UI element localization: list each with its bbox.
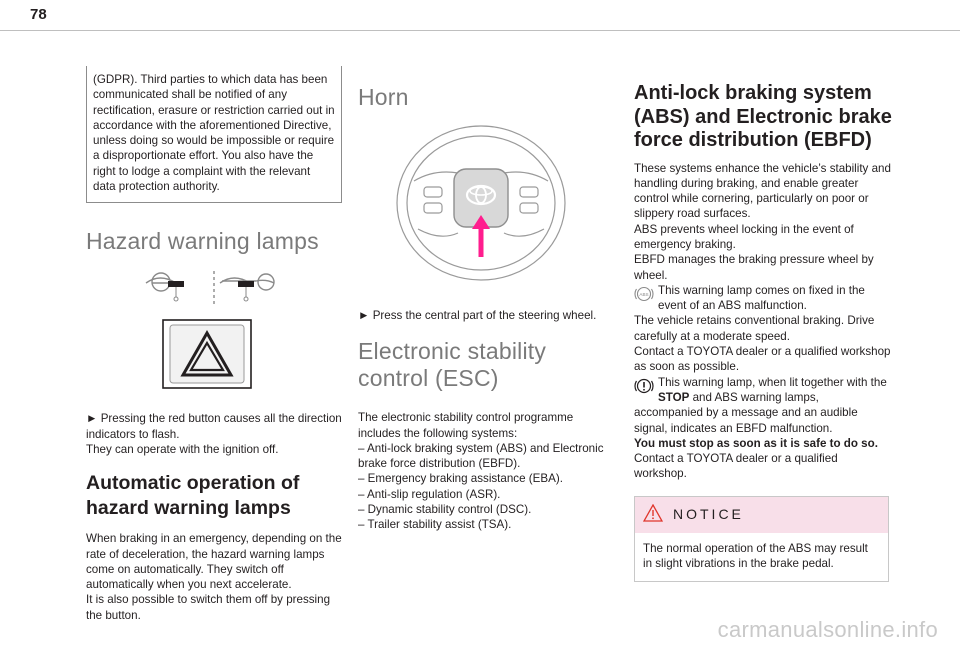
abs-heading: Anti-lock braking system (ABS) and Electronic brake force distribution (EBFD): [634, 82, 892, 151]
abs-p3: EBFD manages the braking pressure wheel by wheel.: [634, 253, 874, 282]
page-number: 78: [30, 6, 47, 23]
notice-box: [634, 496, 889, 583]
stalk-illustration: [138, 269, 288, 309]
gdpr-box: [86, 66, 342, 203]
warning-triangle-icon: [643, 504, 663, 526]
gdpr-text: (GDPR). Third parties to which data has been communicated shall be notified of any rectification, erasure or restriction carried out in accordance with the aforementioned Directive, unless doing so would be impossible or require a disproportionate effort. You also have the right to lodge a complaint with the relevant data protection authority.: [93, 73, 335, 194]
notice-body: [635, 533, 888, 582]
header-rule: [0, 30, 960, 31]
notice-text: The normal operation of the ABS may result in slight vibrations in the brake pedal.: [643, 541, 868, 571]
watermark: carmanualsonline.info: [717, 617, 938, 642]
hazard-note: They can operate with the ignition off.: [86, 442, 279, 456]
horn-step: ► Press the central part of the steering wheel.: [358, 309, 597, 322]
esc-item: – Dynamic stability control (DSC).: [358, 503, 532, 517]
auto-hazard-heading: Automatic operation of hazard warning lamps: [86, 472, 300, 520]
column-right: [634, 82, 892, 582]
auto-hazard-p1: When braking in an emergency, depending on the rate of deceleration, the hazard warning lamps come on automatically. They switch off automatically when you next accelerate.: [86, 532, 342, 592]
abs-warning-icon: [634, 284, 654, 304]
auto-hazard-text: [86, 531, 344, 623]
column-middle: [358, 76, 616, 533]
notice-title: NOTICE: [673, 506, 744, 523]
esc-item: – Emergency braking assistance (EBA).: [358, 472, 563, 486]
hazard-button-illustration: [162, 319, 252, 389]
hazard-step: ► Pressing the red button causes all the direction indicators to flash.: [86, 412, 342, 441]
svg-text:ABS: ABS: [639, 291, 649, 297]
stop-lamp-row: [634, 375, 892, 406]
abs-lamp-text: This warning lamp comes on fixed in the event of an ABS malfunction.: [658, 283, 865, 313]
abs-lamp-row: [634, 283, 892, 314]
abs-text: [634, 161, 892, 482]
esc-item: – Trailer stability assist (TSA).: [358, 518, 512, 532]
hazard-instructions: [86, 411, 344, 457]
brake-warning-icon: [634, 376, 654, 396]
stop-lamp-text: This warning lamp, when lit together with the STOP and ABS warning lamps,: [658, 375, 887, 404]
esc-item: – Anti-lock braking system (ABS) and Electronic brake force distribution (EBFD).: [358, 441, 604, 471]
column-left: [86, 73, 344, 623]
abs-p2: ABS prevents wheel locking in the event of emergency braking.: [634, 222, 854, 251]
steering-wheel-illustration: [394, 123, 568, 283]
horn-heading: Horn: [358, 84, 409, 110]
abs-p1: These systems enhance the vehicle’s stability and handling during braking, and enable greater control while cornering, particularly on poor or slippery road surfaces.: [634, 161, 891, 221]
abs-p7: Contact a TOYOTA dealer or a qualified workshop.: [634, 452, 838, 481]
abs-p4: The vehicle retains conventional braking. Drive carefully at a moderate speed.: [634, 314, 875, 343]
must-stop-text: You must stop as soon as it is safe to do so.: [634, 436, 878, 450]
abs-p6: accompanied by a message and an audible signal, indicates an EBFD malfunction.: [634, 406, 858, 435]
esc-intro: The electronic stability control programme includes the following systems:: [358, 411, 574, 440]
abs-p5: Contact a TOYOTA dealer or a qualified workshop as soon as possible.: [634, 345, 891, 374]
hazard-heading: Hazard warning lamps: [86, 228, 319, 255]
auto-hazard-p2: It is also possible to switch them off by pressing the button.: [86, 593, 331, 622]
notice-header: [635, 497, 888, 533]
esc-text: [358, 410, 616, 532]
esc-item: – Anti-slip regulation (ASR).: [358, 487, 501, 501]
esc-heading: Electronic stability control (ESC): [358, 338, 547, 392]
